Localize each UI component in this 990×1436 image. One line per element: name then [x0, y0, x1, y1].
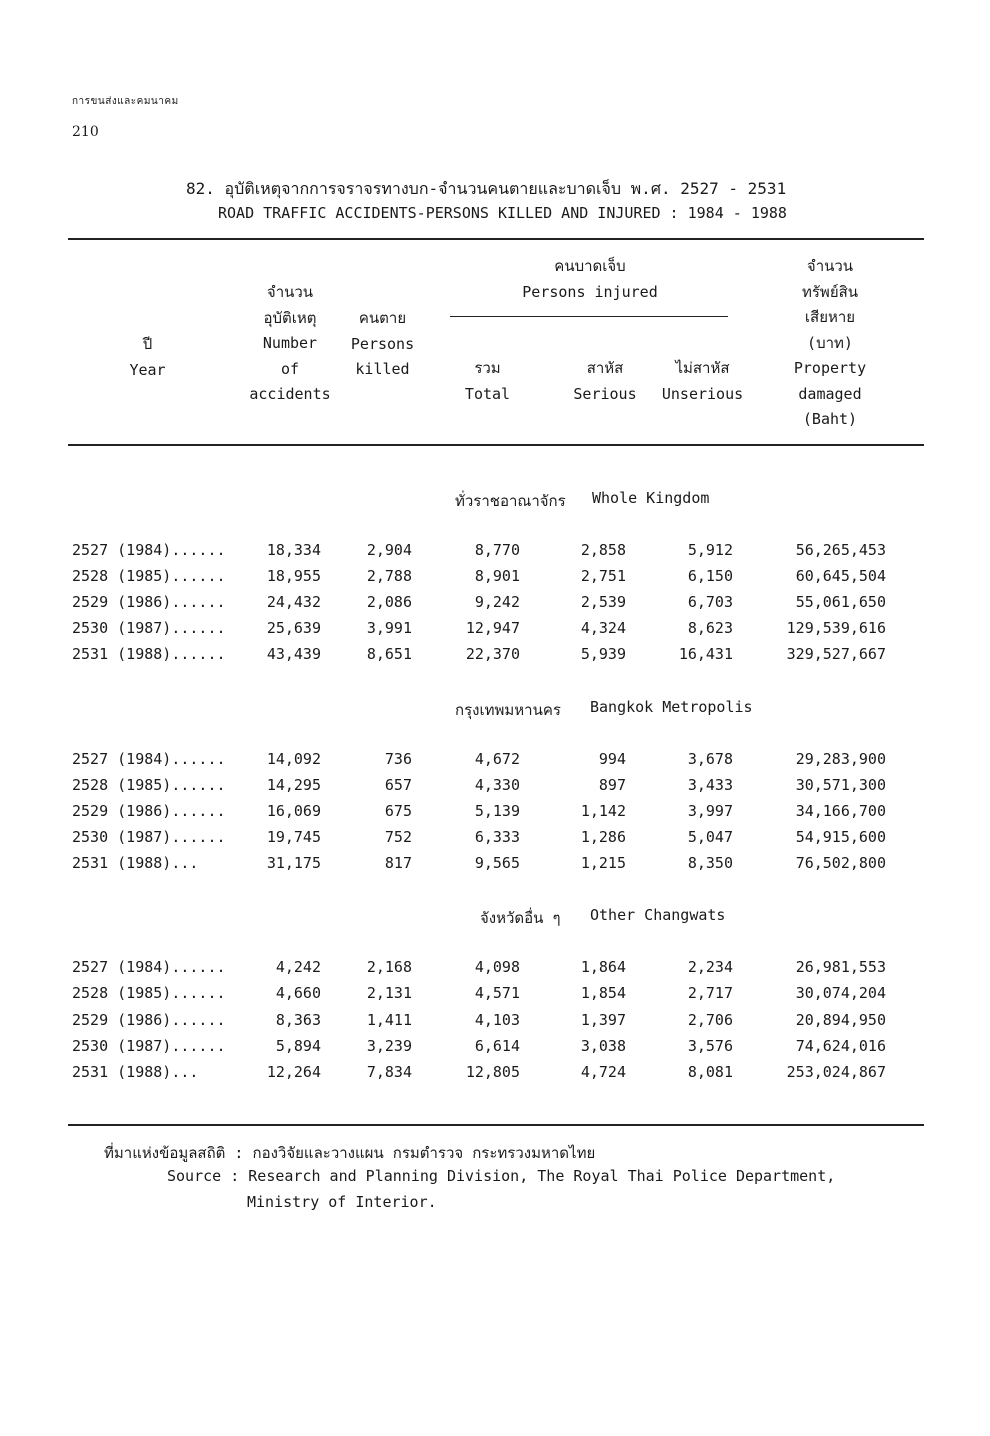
table-title-thai: 82. อุบัติเหตุจากการจราจรทางบก-จำนวนคนตายและบาดเจ็บ พ.ศ. 2527 - 2531 — [186, 179, 787, 198]
table-row: 2529 (1986)...... 24,432 2,086 9,242 2,539 6,703 55,061,650 — [72, 593, 886, 611]
header-year: ปี Year — [129, 335, 166, 379]
table-row: 2531 (1988)... 12,264 7,834 12,805 4,724 8,081 253,024,867 — [72, 1063, 886, 1081]
table-row: 2529 (1986)...... 8,363 1,411 4,103 1,397 2,706 20,894,950 — [72, 1011, 886, 1029]
header-serious: สาหัส Serious — [573, 359, 637, 403]
table-row: 2528 (1985)...... 18,955 2,788 8,901 2,751 6,150 60,645,504 — [72, 567, 886, 585]
table-bottom-rule — [68, 1124, 924, 1126]
table-top-rule — [68, 238, 924, 240]
header-accidents: จำนวน อุบัติเหตุ Number of accidents — [249, 283, 331, 403]
table-row: 2531 (1988)...... 43,439 8,651 22,370 5,939 16,431 329,527,667 — [72, 645, 886, 663]
table-row: 2530 (1987)...... 19,745 752 6,333 1,286 5,047 54,915,600 — [72, 828, 886, 846]
table-row: 2530 (1987)...... 5,894 3,239 6,614 3,038 3,576 74,624,016 — [72, 1037, 886, 1055]
section-label-english: Bangkok Metropolis — [590, 698, 753, 716]
header-unserious: ไม่สาหัส Unserious — [661, 359, 744, 403]
section-label-thai: กรุงเทพมหานคร — [455, 701, 561, 719]
injured-group-rule — [450, 316, 728, 317]
table-row: 2531 (1988)... 31,175 817 9,565 1,215 8,350 76,502,800 — [72, 854, 886, 872]
table-row: 2528 (1985)...... 4,660 2,131 4,571 1,854 2,717 30,074,204 — [72, 984, 886, 1002]
table-row: 2529 (1986)...... 16,069 675 5,139 1,142 3,997 34,166,700 — [72, 802, 886, 820]
header-persons-injured: คนบาดเจ็บ Persons injured — [522, 257, 658, 301]
section-label-english: Whole Kingdom — [592, 489, 710, 507]
source-note-english-continued: Ministry of Interior. — [247, 1193, 437, 1211]
section-label-english: Other Changwats — [590, 906, 726, 924]
header-bottom-rule — [68, 444, 924, 446]
table-row: 2527 (1984)...... 18,334 2,904 8,770 2,858 5,912 56,265,453 — [72, 541, 886, 559]
table-row: 2528 (1985)...... 14,295 657 4,330 897 3,433 30,571,300 — [72, 776, 886, 794]
table-title-english: ROAD TRAFFIC ACCIDENTS-PERSONS KILLED AND INJURED : 1984 - 1988 — [218, 204, 787, 222]
section-label-thai: จังหวัดอื่น ๆ — [480, 909, 561, 927]
page-number: 210 — [72, 124, 99, 140]
source-note-thai: ที่มาแห่งข้อมูลสถิติ : กองวิจัยและวางแผน กรมตำรวจ กระทรวงมหาดไทย — [104, 1144, 596, 1162]
table-row: 2530 (1987)...... 25,639 3,991 12,947 4,324 8,623 129,539,616 — [72, 619, 886, 637]
table-row: 2527 (1984)...... 14,092 736 4,672 994 3,678 29,283,900 — [72, 750, 886, 768]
source-note-english: Source : Research and Planning Division, The Royal Thai Police Department, — [167, 1167, 836, 1185]
header-property-damaged: จำนวน ทรัพย์สิน เสียหาย (บาท) Property damaged (Baht) — [793, 257, 867, 428]
header-persons-killed: คนตาย Persons killed — [350, 309, 415, 378]
running-title: การขนส่งและคมนาคม — [72, 96, 179, 107]
section-label-thai: ทั่วราชอาณาจักร — [455, 492, 566, 510]
table-row: 2527 (1984)...... 4,242 2,168 4,098 1,864 2,234 26,981,553 — [72, 958, 886, 976]
header-total: รวม Total — [464, 359, 511, 403]
